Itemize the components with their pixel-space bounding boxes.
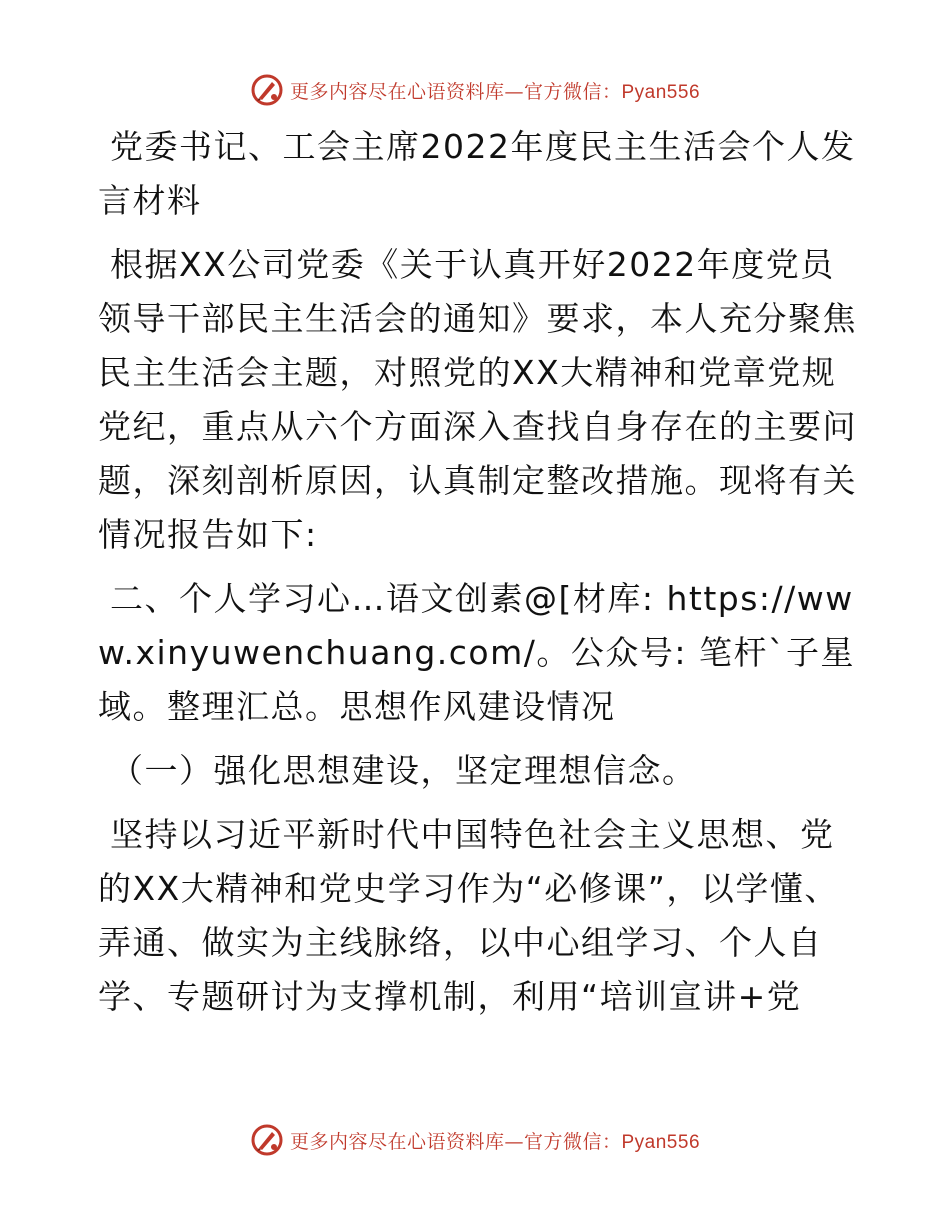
- footer-banner: [0, 1120, 950, 1160]
- paragraph-subheading-text: （一）强化思想建设，坚定理想信念。: [110, 751, 697, 790]
- document-title: [98, 120, 858, 228]
- footer-banner-content: [250, 1123, 700, 1157]
- footer-banner-text: [290, 1127, 700, 1154]
- footer-banner-cn: 更多内容尽在心语资料库—官方微信：: [289, 1130, 622, 1153]
- quill-pen-logo-icon: [250, 1123, 284, 1157]
- header-banner-wechat: Pyan556: [621, 81, 701, 103]
- paragraph-section-heading: [98, 572, 858, 734]
- document-body: [98, 120, 858, 1034]
- paragraph-subheading: [98, 744, 858, 798]
- paragraph-body: [98, 808, 858, 1024]
- paragraph-intro-text: 根据XX公司党委《关于认真开好2022年度党员领导干部民主生活会的通知》要求，本人充分聚焦民主生活会主题，对照党的XX大精神和党章党规党纪，重点从六个方面深入查找自身存在的主要问题，深刻剖析原因，认真制定整改措施。现将有关情况报告如下:: [98, 245, 857, 554]
- paragraph-section-heading-text: 二、个人学习心…语文创素@[材库: https://www.xinyuwenchuang.com/。公众号: 笔杆`子星域。整理汇总。思想作风建设情况: [98, 579, 855, 726]
- header-banner: [0, 70, 950, 110]
- document-title-text: 党委书记、工会主席2022年度民主生活会个人发言材料: [98, 127, 856, 220]
- paragraph-body-text: 坚持以习近平新时代中国特色社会主义思想、党的XX大精神和党史学习作为“必修课”，以学懂、弄通、做实为主线脉络，以中心组学习、个人自学、专题研讨为支撑机制，利用“培训宣讲+党: [98, 815, 839, 1016]
- header-banner-content: [250, 73, 700, 107]
- header-banner-text: [290, 77, 700, 104]
- quill-pen-logo-icon: [250, 73, 284, 107]
- header-banner-cn: 更多内容尽在心语资料库—官方微信：: [289, 80, 622, 103]
- footer-banner-wechat: Pyan556: [621, 1131, 701, 1153]
- paragraph-intro: [98, 238, 858, 562]
